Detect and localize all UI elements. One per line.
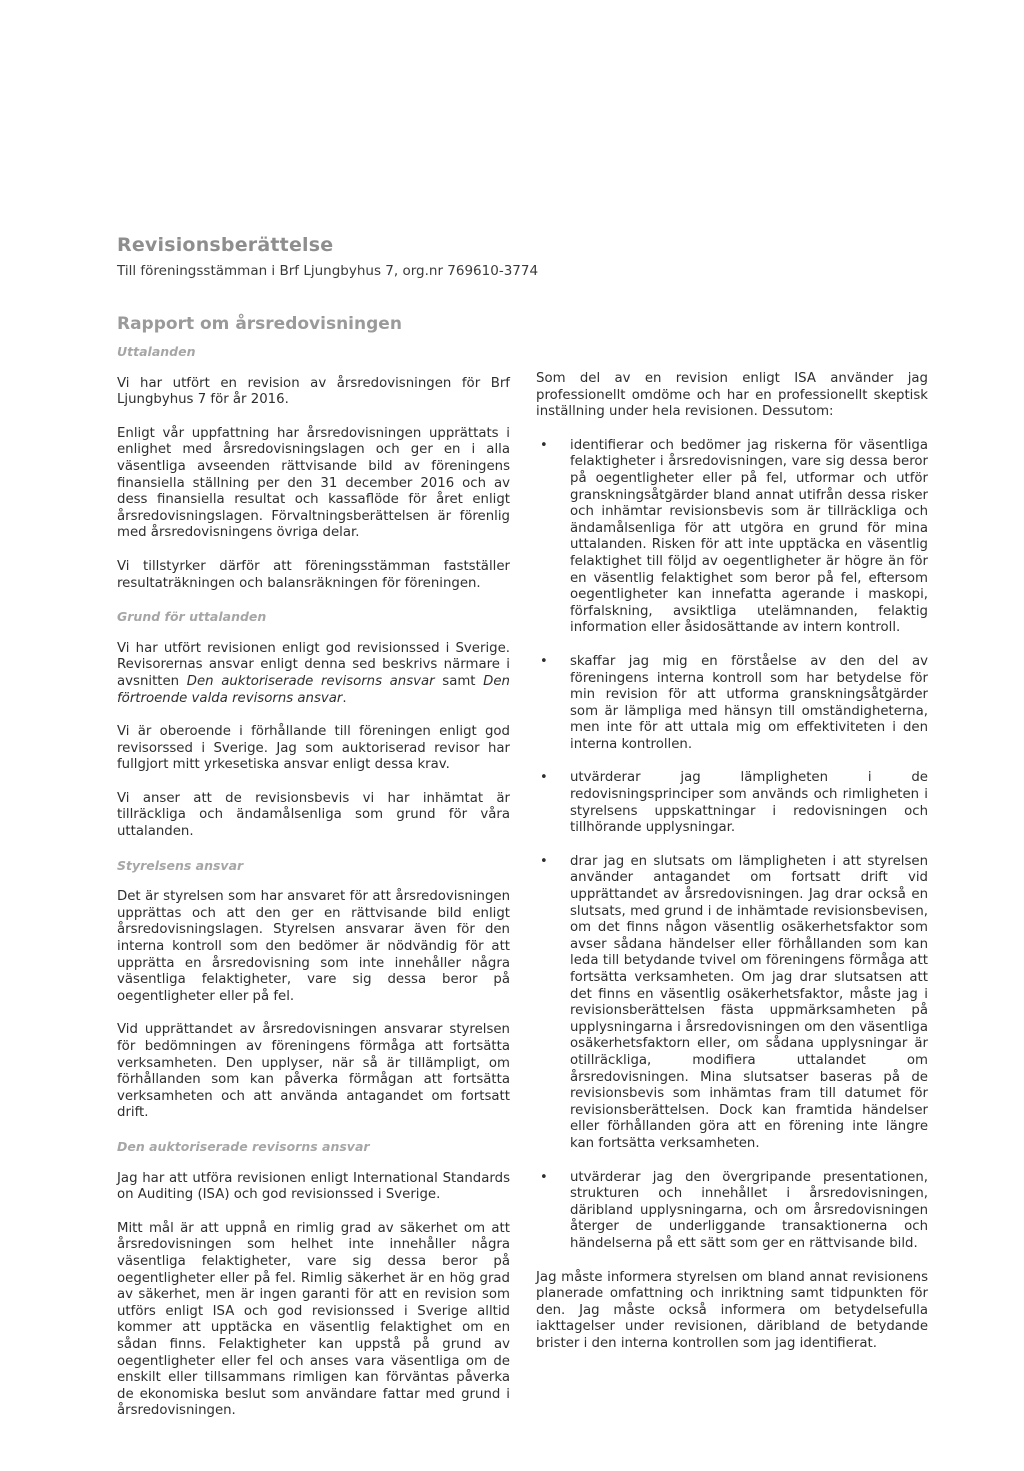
paragraph: Vid upprättandet av årsredovisningen ansvarar styrelsen för bedömningen av föreningens förmåga att fortsätta verksamheten. Den upplyser, när så är tillämpligt, om förhållanden som kan påverka förmågan att fortsätta verksamheten och att använda antagandet om fortsatt drift.: [117, 1022, 510, 1121]
paragraph: Vi tillstyrker därför att föreningsstämman fastställer resultaträkningen och balansräkningen för föreningen.: [117, 558, 510, 591]
heading-grund: Grund för uttalanden: [117, 609, 267, 625]
paragraph: [117, 641, 510, 707]
text-run: Vi har utfört revisionen enligt god revisionssed i Sverige. Revisorernas ansvar enligt denna sed beskrivs närmare i avsnitten: [117, 640, 510, 689]
list-item: [536, 854, 928, 1153]
list-item-text: utvärderar jag den övergripande presentationen, strukturen och innehållet i årsredovisningen, däribland upplysningarna, och om årsredovisningen återger de underliggande transaktionerna och händelserna på ett sätt som ger en rättvisande bild.: [570, 1169, 928, 1251]
bullet-icon: •: [540, 770, 548, 786]
section-title: Rapport om årsredovisningen: [117, 314, 402, 334]
bullet-icon: •: [540, 437, 548, 453]
paragraph: Som del av en revision enligt ISA använder jag professionellt omdöme och har en professionellt skeptisk inställning under hela revisionen. Dessutom:: [536, 371, 928, 420]
text-run: .: [342, 690, 347, 706]
right-column: [536, 371, 928, 1369]
heading-styrelsens-ansvar: Styrelsens ansvar: [117, 857, 244, 873]
paragraph: Det är styrelsen som har ansvaret för att årsredovisningen upprättas och att den ger en rättvisande bild enligt årsredovisningslagen. Styrelsen ansvarar även för den interna kontroll som den bedömer är nödvändig för att upprätta en årsredovisning som inte innehåller några väsentliga felaktigheter, vare sig dessa beror på oegentligheter eller på fel.: [117, 889, 510, 1004]
list-item-text: utvärderar jag lämpligheten i de redovisningsprinciper som används och rimligheten i styrelsens uppskattningar i redovisningen och tillhörande upplysningar.: [570, 770, 928, 836]
heading-revisorns-ansvar: Den auktoriserade revisorns ansvar: [117, 1138, 370, 1154]
paragraph: Enligt vår uppfattning har årsredovisningen upprättats i enlighet med årsredovisningslagen och ger en i alla väsentliga avseenden rättvisande bild av föreningens finansiella ställning per den 31 december 2016 och av dess finansiella resultat och kassaflöde för året enligt årsredovisningslagen. Förvaltningsberättelsen är förenlig med årsredovisningens övriga delar.: [117, 425, 510, 541]
page-title: Revisionsberättelse: [117, 234, 334, 256]
heading-uttalanden: Uttalanden: [117, 344, 196, 359]
paragraph: Mitt mål är att uppnå en rimlig grad av säkerhet om att årsredovisningen som helhet inte innehåller några väsentliga felaktigheter, vare sig dessa beror på oegentligheter eller på fel. Rimlig säkerhet är en hög grad av säkerhet, men är ingen garanti för att en revision som utförs enligt ISA och god revisionssed i Sverige alltid kommer att upptäcka en väsentlig felaktighet om en sådan finns. Felaktigheter kan uppstå på grund av oegentligheter eller fel och anses vara väsentliga om de enskilt eller tillsammans rimligen kan förväntas påverka de ekonomiska beslut som användare fattar med grund i årsredovisningen.: [117, 1220, 510, 1419]
bullet-icon: •: [540, 1169, 548, 1185]
text-run-italic: Den auktoriserade revisorns ansvar: [186, 673, 435, 689]
paragraph: Vi anser att de revisionsbevis vi har inhämtat är tillräckliga och ändamålsenliga som grund för våra uttalanden.: [117, 790, 510, 840]
bullet-list: [536, 438, 928, 1253]
paragraph: Vi har utfört en revision av årsredovisningen för Brf Ljungbyhus 7 för år 2016.: [117, 375, 510, 408]
list-item: [536, 1170, 928, 1253]
bullet-icon: •: [540, 653, 548, 669]
text-run: samt: [434, 673, 484, 689]
list-item-text: skaffar jag mig en förståelse av den del av föreningens interna kontroll som har betydelse för min revision för att utforma granskningsåtgärder som är lämpliga med hänsyn till omständigheterna, men inte för att uttala mig om effektiviteten i den interna kontrollen.: [570, 653, 928, 752]
paragraph: Jag måste informera styrelsen om bland annat revisionens planerade omfattning och inriktning samt tidpunkten för den. Jag måste också informera om betydelsefulla iakttagelser under revisionen, däribland de betydande brister i den interna kontrollen som jag identifierat.: [536, 1269, 928, 1351]
paragraph: Jag har att utföra revisionen enligt International Standards on Auditing (ISA) och god revisionssed i Sverige.: [117, 1170, 510, 1203]
list-item-text: identifierar och bedömer jag riskerna för väsentliga felaktigheter i årsredovisningen, vare sig dessa beror på oegentligheter eller på fel, utformar och utför granskningsåtgärder bland annat utifrån dessa risker och inhämtar revisionsbevis som är tillräckliga och ändamålsenliga för att utgöra en grund för mina uttalanden. Risken för att inte upptäcka en väsentlig felaktighet till följd av oegentligheter är högre än för en väsentlig felaktighet som beror på fel, eftersom oegentligheter kan innefatta agerande i maskopi, förfalskning, avsiktliga utelämnanden, felaktig information eller åsidosättande av intern kontroll.: [570, 437, 928, 636]
list-item-text: drar jag en slutsats om lämpligheten i att styrelsen använder antagandet om fortsatt drift vid upprättandet av årsredovisningen. Jag drar också en slutsats, med grund i de inhämtade revisionsbevisen, om det finns någon väsentlig osäkerhetsfaktor som avser sådana händelser eller förhållanden som kan leda till betydande tvivel om föreningens förmåga att fortsätta verksamheten. Om jag drar slutsatsen att det finns en väsentlig osäkerhetsfaktor, måste jag i revisionsberättelsen fästa uppmärksamheten på upplysningarna i årsredovisningen om den väsentliga osäkerhetsfaktorn eller, om sådana upplysningar är otillräckliga, modifiera uttalandet om årsredovisningen. Mina slutsatser baseras på de revisionsbevis som inhämtas fram till datumet för revisionsberättelsen. Dock kan framtida händelser eller förhållanden göra att en förening inte längre kan fortsätta verksamheten.: [570, 853, 928, 1151]
paragraph: Vi är oberoende i förhållande till föreningen enligt god revisorssed i Sverige. Jag som auktoriserad revisor har fullgjort mitt yrkesetiska ansvar enligt dessa krav.: [117, 724, 510, 773]
bullet-icon: •: [540, 853, 548, 869]
list-item: [536, 770, 928, 836]
list-item: [536, 438, 928, 637]
text-run-italic: Den förtroende valda revisorns ansvar: [117, 673, 510, 706]
list-item: [536, 654, 928, 754]
page-subtitle: Till föreningsstämman i Brf Ljungbyhus 7, org.nr 769610-3774: [117, 263, 539, 279]
left-column: [117, 344, 510, 1437]
